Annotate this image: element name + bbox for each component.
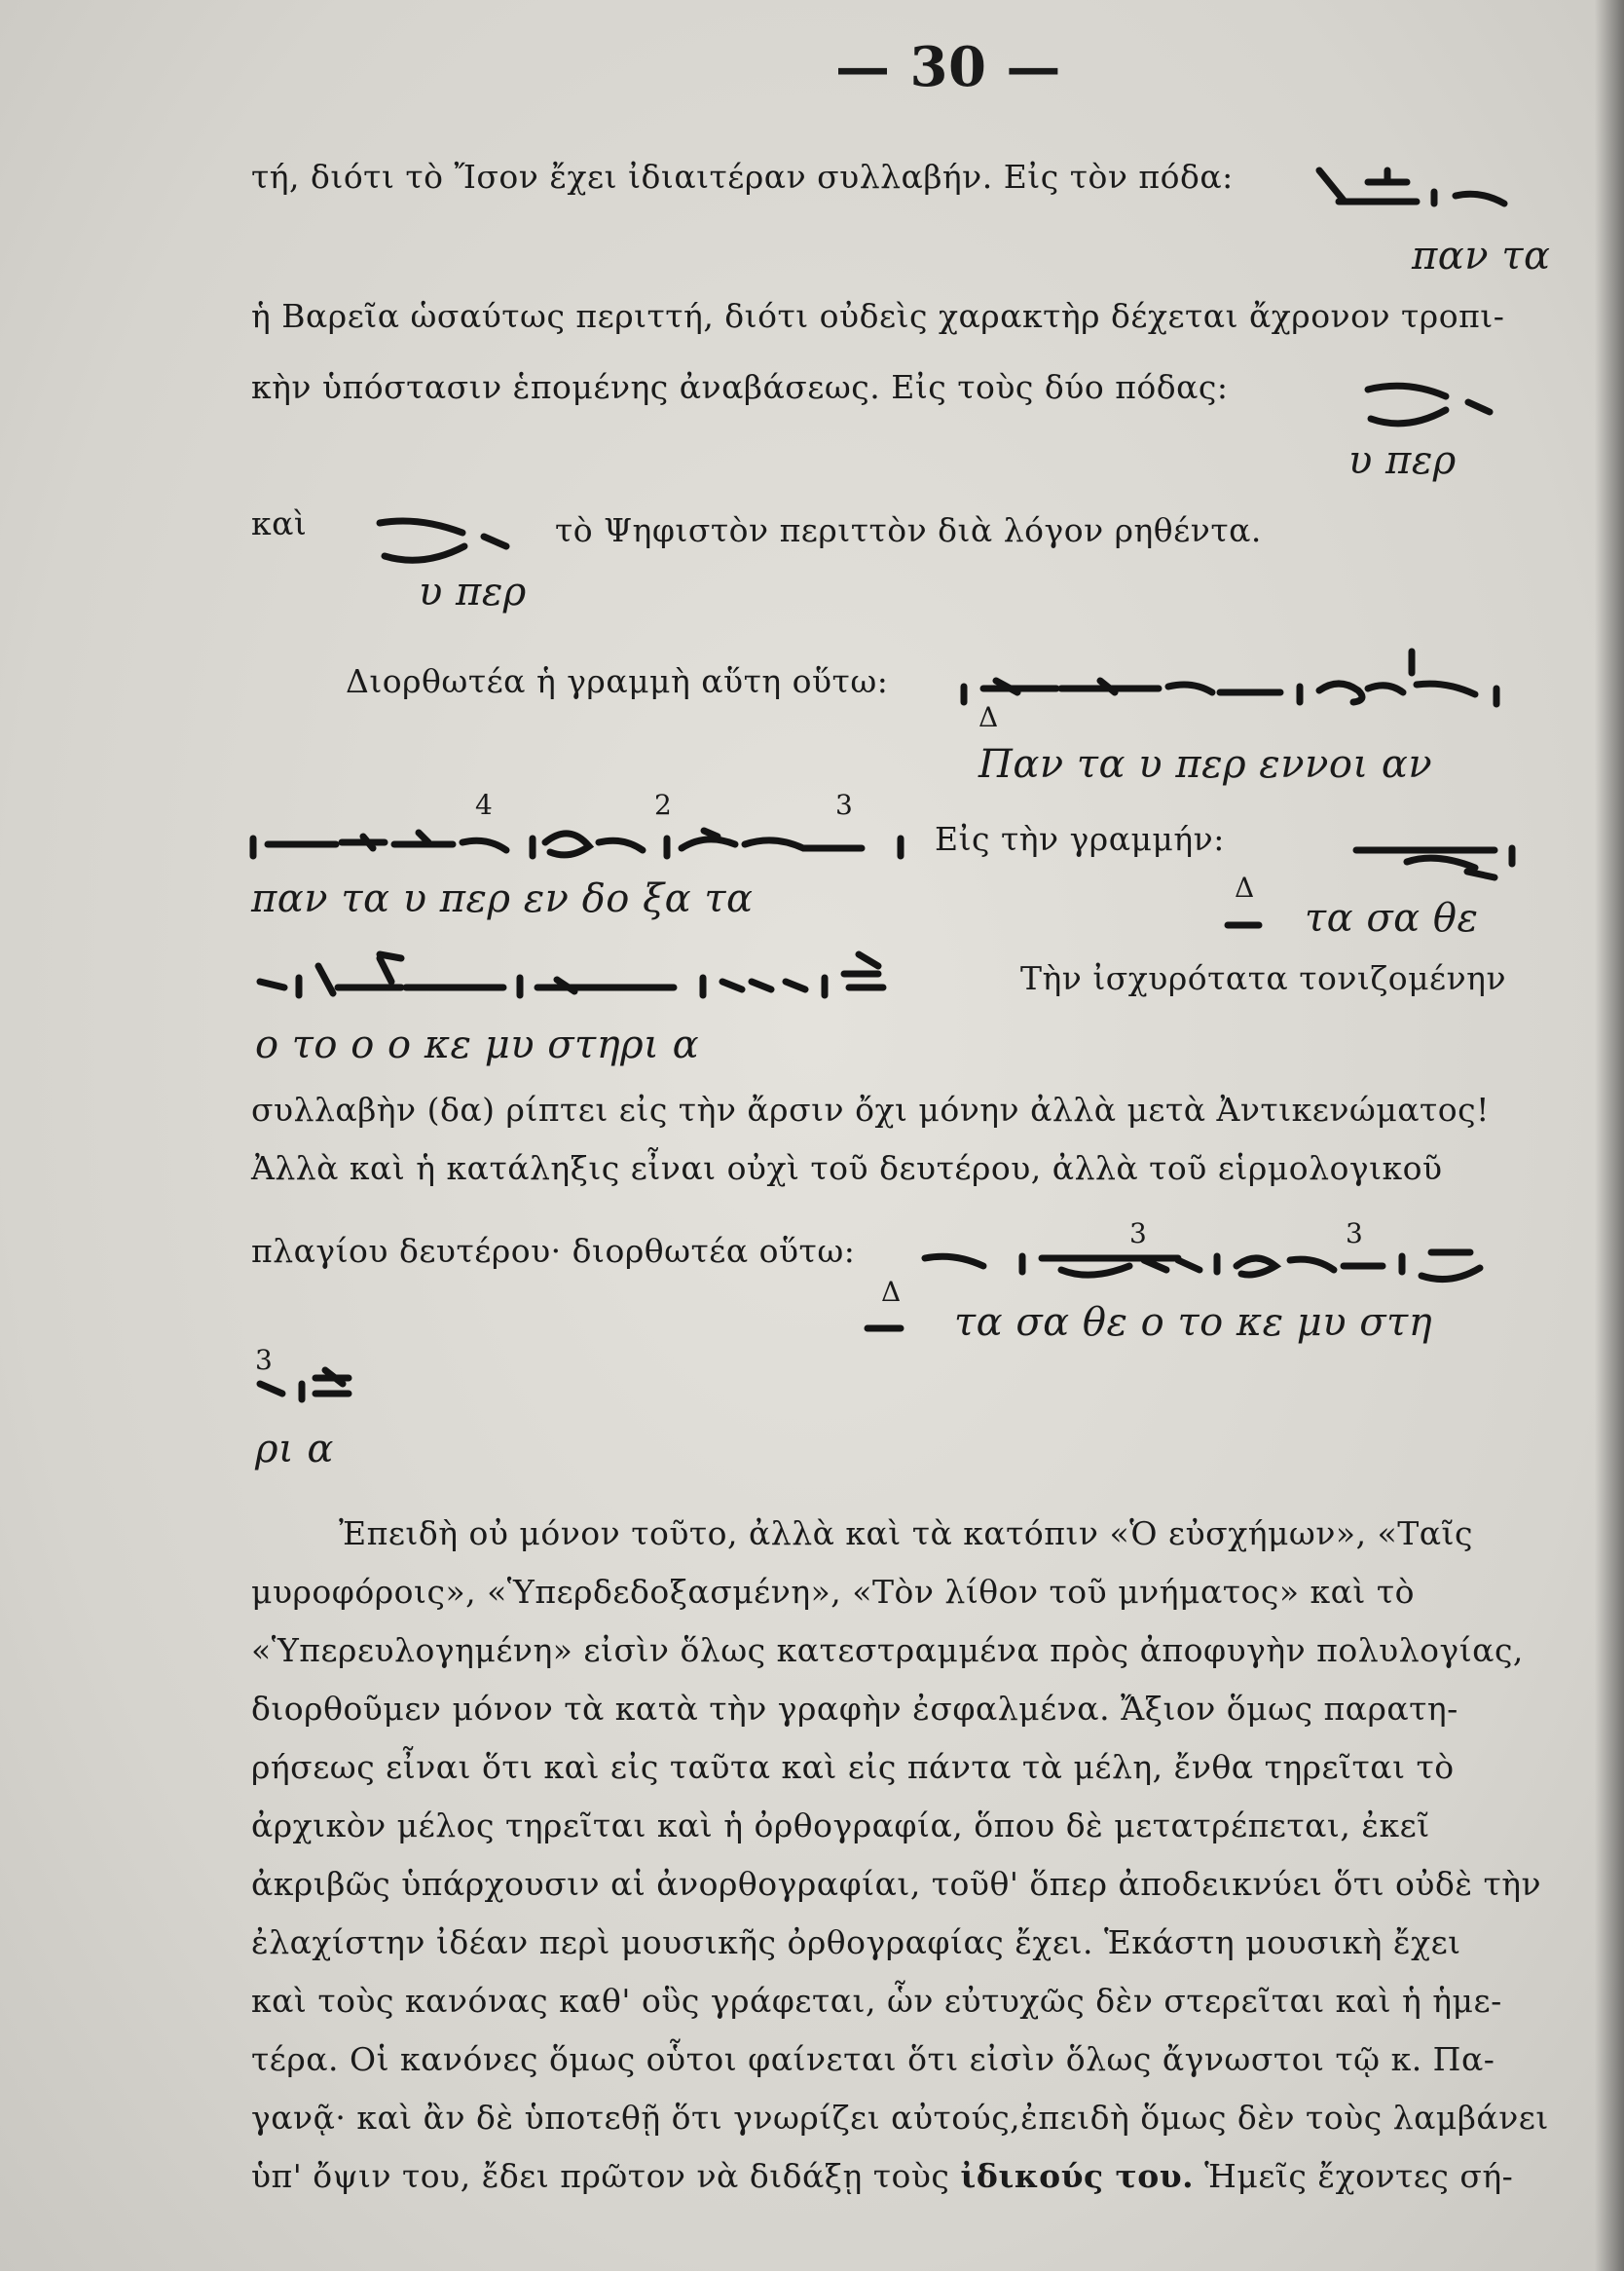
page-number: — 30 — — [835, 35, 1061, 99]
paragraph-line: διορθοῦμεν μόνον τὰ κατὰ τὴν γραφὴν ἐσφαλμένα. Ἄξιον ὅμως παρατη- — [251, 1690, 1458, 1728]
syllable-line: παν τα — [1412, 234, 1551, 279]
text-line: καὶ — [251, 504, 308, 542]
paragraph-segment: Ἡμεῖς ἔχοντες σή- — [1204, 2157, 1514, 2195]
neume-group-icon — [1348, 823, 1524, 891]
chronos-number: 3 — [835, 789, 854, 821]
delta-mark: Δ — [881, 1276, 902, 1308]
paragraph-line: μυροφόροις», «Ὑπερδεδοξασμένη», «Τὸν λίθον τοῦ μνήματος» καὶ τὸ — [251, 1573, 1415, 1611]
text-line: τὸ Ψηφιστὸν περιττὸν διὰ λόγον ρηθέντα. — [555, 511, 1262, 549]
paragraph-emphasis: ἰδικούς του. — [960, 2157, 1195, 2195]
syllable-line: τα σα θε ο το κε μυ στη — [954, 1300, 1433, 1345]
text-line: Ἀλλὰ καὶ ἡ κατάληξις εἶναι οὐχὶ τοῦ δευτέρου, ἀλλὰ τοῦ εἱρμολογικοῦ — [251, 1149, 1443, 1187]
delta-mark: Δ — [1235, 872, 1255, 904]
neume-group-icon — [255, 945, 995, 1013]
syllable-line: ο το ο ο κε μυ στηρι α — [255, 1023, 700, 1067]
syllable-line: ρι α — [255, 1427, 334, 1471]
text-line: πλαγίου δευτέρου· διορθωτέα οὕτω: — [251, 1232, 856, 1270]
paragraph-line: καὶ τοὺς κανόνας καθ' οὓς γράφεται, ὧν εὐτυχῶς δὲν στερεῖται καὶ ἡ ἡμε- — [251, 1982, 1502, 2020]
chronos-number: 3 — [1129, 1217, 1148, 1249]
paragraph-segment: ὑπ' ὄψιν του, ἔδει πρῶτον νὰ διδάξῃ τοὺς — [251, 2157, 950, 2195]
chronos-number: 3 — [1346, 1217, 1364, 1249]
paragraph-line: τέρα. Οἱ κανόνες ὅμως οὗτοι φαίνεται ὅτι εἰσὶν ὅλως ἄγνωστοι τῷ κ. Πα- — [251, 2040, 1495, 2078]
text-line: Τὴν ἰσχυρότατα τονιζομένην — [1020, 959, 1507, 997]
chronos-number: 3 — [255, 1344, 274, 1376]
chronos-number: 4 — [475, 789, 494, 821]
page-edge-shadow — [1595, 0, 1624, 2271]
syllable-line: υ περ — [419, 570, 527, 614]
text-line: Διορθωτέα ἡ γραμμὴ αὕτη οὕτω: — [346, 662, 889, 700]
paragraph-line: γανᾷ· καὶ ἂν δὲ ὑποτεθῇ ὅτι γνωρίζει αὐτούς,ἐπειδὴ ὅμως δὲν τοὺς λαμβάνει — [251, 2099, 1549, 2137]
text-line: κὴν ὑπόστασιν ἑπομένης ἀναβάσεως. Εἰς τοὺς δύο πόδας: — [251, 368, 1229, 406]
ison-dots-icon — [1222, 906, 1280, 945]
text-line: ἡ Βαρεῖα ὡσαύτως περιττή, διότι οὐδεὶς χαρακτὴρ δέχεται ἄχρονον τροπι- — [251, 297, 1505, 335]
chronos-number: 2 — [654, 789, 673, 821]
text-line: συλλαβὴν (δα) ρίπτει εἰς τὴν ἄρσιν ὄχι μόνην ἀλλὰ μετὰ Ἀντικενώματος! — [251, 1091, 1490, 1129]
paragraph-line — [251, 2157, 1513, 2195]
syllable-line: τα σα θε — [1305, 896, 1479, 941]
delta-mark: Δ — [978, 701, 999, 733]
paragraph-line: ἀρχικὸν μέλος τηρεῖται καὶ ἡ ὀρθογραφία, ὅπου δὲ μετατρέπεται, ἐκεῖ — [251, 1806, 1430, 1844]
syllable-line: υ περ — [1348, 438, 1457, 483]
neume-group-icon — [1310, 161, 1524, 219]
neume-group-icon — [255, 1368, 372, 1417]
neume-group-icon — [915, 1237, 1519, 1305]
text-line: τή, διότι τὸ Ἴσον ἔχει ἰδιαιτέραν συλλαβήν. Εἰς τὸν πόδα: — [251, 158, 1234, 196]
neume-group-icon — [1363, 375, 1509, 443]
ison-dots-icon — [862, 1313, 920, 1352]
neume-group-icon — [248, 813, 920, 872]
paragraph-line: «Ὑπερευλογημένη» εἰσὶν ὅλως κατεστραμμένα πρὸς ἀποφυγὴν πολυλογίας, — [251, 1631, 1524, 1669]
syllable-line: Παν τα υ περ εννοι αν — [978, 742, 1433, 787]
neume-group-icon — [959, 648, 1524, 716]
paragraph-line: ἀκριβῶς ὑπάρχουσιν αἱ ἀνορθογραφίαι, τοῦθ' ὅπερ ἀποδεικνύει ὅτι οὐδὲ τὴν — [251, 1865, 1542, 1903]
syllable-line: παν τα υ περ εν δο ξα τα — [251, 876, 754, 921]
paragraph-line: ἐλαχίστην ἰδέαν περὶ μουσικῆς ὀρθογραφίας ἔχει. Ἑκάστη μουσικὴ ἔχει — [251, 1923, 1461, 1961]
text-line: Εἰς τὴν γραμμήν: — [935, 820, 1225, 858]
paragraph-line: Ἐπειδὴ οὐ μόνον τοῦτο, ἀλλὰ καὶ τὰ κατόπιν «Ὁ εὐσχήμων», «Ταῖς — [339, 1514, 1473, 1552]
paragraph-line: ρήσεως εἶναι ὅτι καὶ εἰς ταῦτα καὶ εἰς πάντα τὰ μέλη, ἔνθα τηρεῖται τὸ — [251, 1748, 1455, 1786]
